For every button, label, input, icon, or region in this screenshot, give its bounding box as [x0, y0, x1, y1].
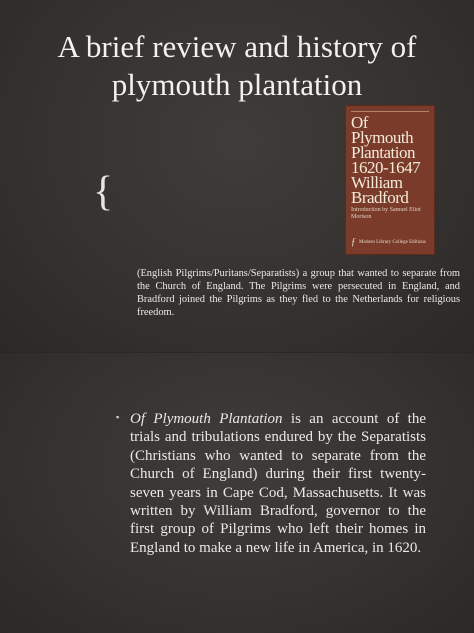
title-line-1: A brief review and history of: [57, 29, 417, 64]
torch-logo-icon: ƒ: [351, 237, 356, 248]
book-cover-image: [345, 105, 435, 255]
cover-title-line: Plantation: [351, 143, 415, 162]
cover-title-line: 1620-1647: [351, 158, 421, 177]
book-title-italic: Of Plymouth Plantation: [130, 411, 283, 427]
group-description: (English Pilgrims/Puritans/Separatists) a group that wanted to separate from the Church of England. The Pilgrims were persecuted in England, and Bradford joined the Pilgrims as they fled to the Netherlands for religious freedom.: [137, 268, 460, 318]
bullet-paragraph: [116, 410, 426, 557]
decorative-brace: {: [93, 169, 114, 215]
cover-rule: [351, 111, 429, 112]
bullet-icon: ▪: [116, 412, 120, 422]
cover-author-line: William: [351, 173, 403, 192]
cover-title-line: Plymouth: [351, 128, 414, 147]
cover-title-line: Of: [351, 113, 368, 132]
cover-publisher: [351, 238, 426, 248]
cover-byline: Introduction by Samuel Eliot Morison: [351, 207, 421, 220]
bullet-body-text: is an account of the trials and tribulations endured by the Separatists (Christians who wanted to separate from the Church of England) during their first twenty-seven years in Cape Cod, Massachusetts. It was written by William Bradford, governor to the first group of Pilgrims who left their homes in England to make a new life in America, in 1620.: [130, 411, 427, 556]
title-line-2: plymouth plantation: [111, 67, 363, 102]
publisher-name: Modern Library College Editions: [359, 240, 426, 245]
cover-author-line: Bradford: [351, 188, 409, 207]
slide-title: [0, 28, 474, 104]
